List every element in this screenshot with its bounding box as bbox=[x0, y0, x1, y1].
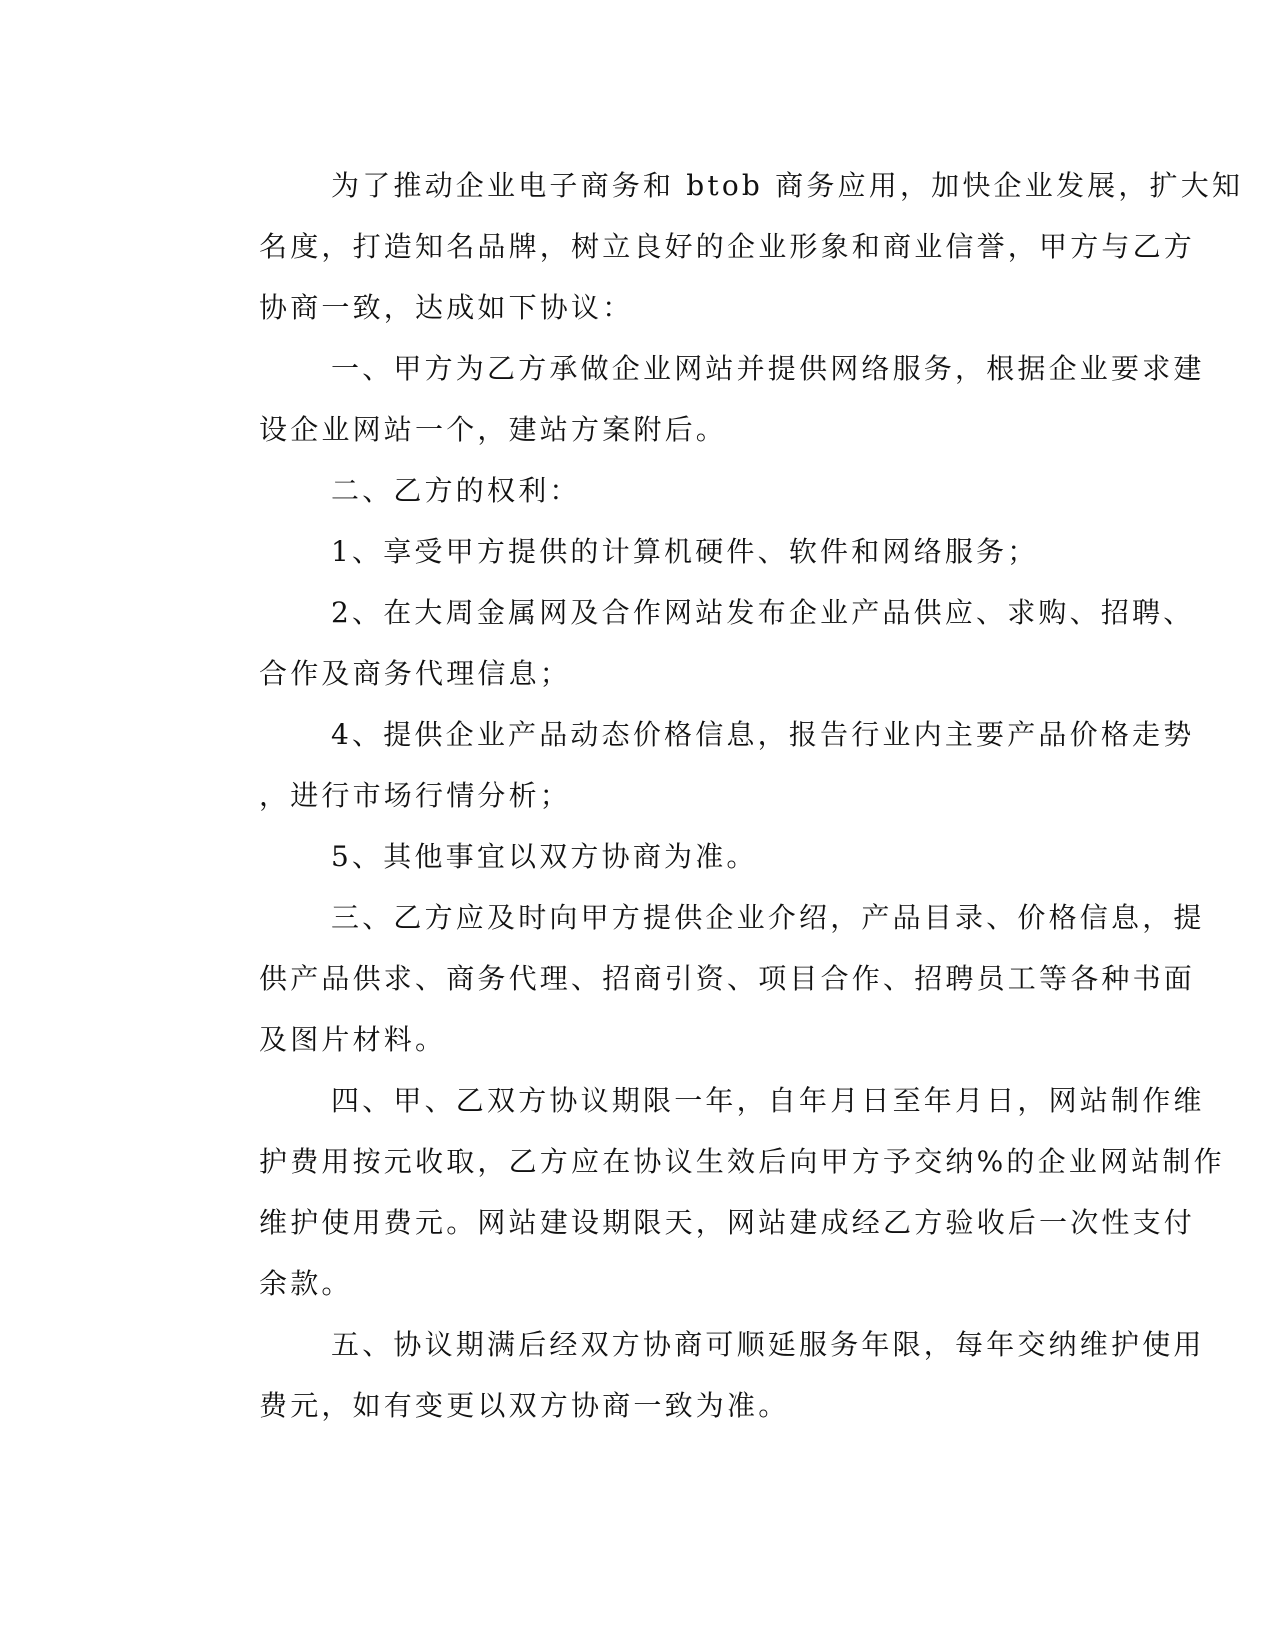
document-body bbox=[187, 155, 1244, 1436]
paragraph-line: 合作及商务代理信息； bbox=[259, 657, 572, 690]
paragraph-line: 4、提供企业产品动态价格信息，报告行业内主要产品价格走势 bbox=[331, 718, 1195, 751]
paragraph-line: 2、在大周金属网及合作网站发布企业产品供应、求购、招聘、 bbox=[331, 596, 1195, 629]
paragraph-right-1 bbox=[187, 521, 1082, 582]
paragraph-right-2 bbox=[187, 582, 1195, 704]
paragraph-line: 名度，打造知名品牌，树立良好的企业形象和商业信誉，甲方与乙方 bbox=[259, 230, 1196, 263]
paragraph-clause-2-heading bbox=[187, 460, 1082, 521]
paragraph-line: 维护使用费元。网站建设期限天，网站建成经乙方验收后一次性支付 bbox=[259, 1206, 1196, 1239]
paragraph-clause-5 bbox=[187, 1314, 1205, 1436]
paragraph-line: 护费用按元收取，乙方应在协议生效后向甲方予交纳%的企业网站制作 bbox=[259, 1145, 1225, 1178]
paragraph-line: 协商一致，达成如下协议： bbox=[259, 291, 634, 324]
paragraph-line: 为了推动企业电子商务和 btob 商务应用，加快企业发展，扩大知 bbox=[331, 169, 1244, 202]
paragraph-clause-4 bbox=[187, 1070, 1225, 1314]
paragraph-line: 供产品供求、商务代理、招商引资、项目合作、招聘员工等各种书面 bbox=[259, 962, 1196, 995]
paragraph-line: 五、协议期满后经双方协商可顺延服务年限，每年交纳维护使用 bbox=[331, 1328, 1205, 1361]
paragraph-right-5 bbox=[187, 826, 1082, 887]
paragraph-line: 二、乙方的权利： bbox=[331, 474, 581, 507]
paragraph-line: 及图片材料。 bbox=[259, 1023, 447, 1056]
paragraph-clause-3 bbox=[187, 887, 1205, 1070]
paragraph-line: 四、甲、乙双方协议期限一年，自年月日至年月日，网站制作维 bbox=[331, 1084, 1205, 1117]
paragraph-line: 三、乙方应及时向甲方提供企业介绍，产品目录、价格信息，提 bbox=[331, 901, 1205, 934]
paragraph-line: ，进行市场行情分析； bbox=[259, 779, 572, 812]
paragraph-line: 余款。 bbox=[259, 1267, 353, 1300]
paragraph-right-4 bbox=[187, 704, 1195, 826]
paragraph-line: 设企业网站一个，建站方案附后。 bbox=[259, 413, 728, 446]
paragraph-line: 5、其他事宜以双方协商为准。 bbox=[331, 840, 758, 873]
paragraph-clause-1 bbox=[187, 338, 1205, 460]
paragraph-line: 1、享受甲方提供的计算机硬件、软件和网络服务； bbox=[331, 535, 1039, 568]
paragraph-line: 费元，如有变更以双方协商一致为准。 bbox=[259, 1389, 790, 1422]
paragraph-line: 一、甲方为乙方承做企业网站并提供网络服务，根据企业要求建 bbox=[331, 352, 1205, 385]
paragraph-intro bbox=[187, 155, 1244, 338]
